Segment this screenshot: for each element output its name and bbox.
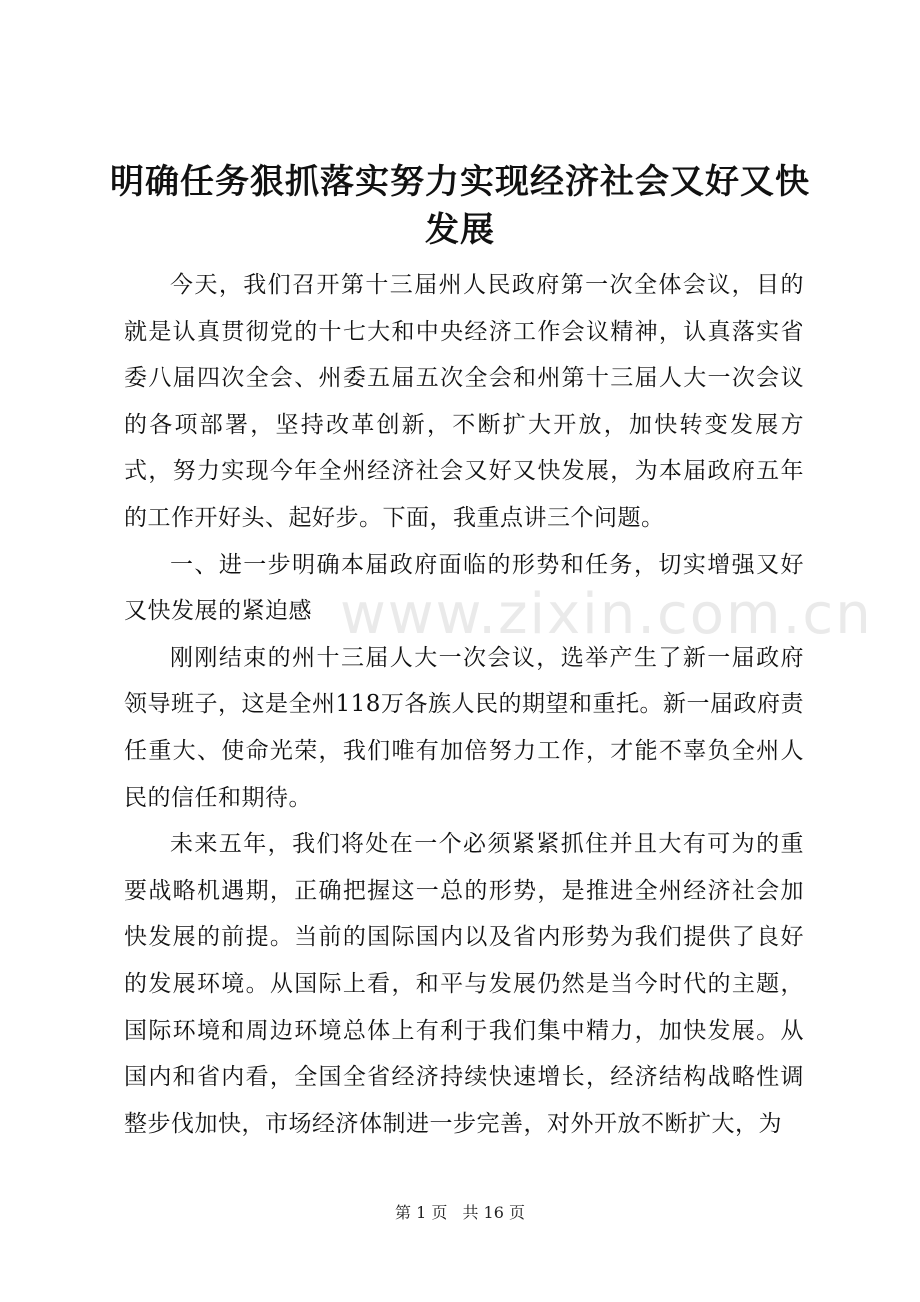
paragraph-new-government: 刚刚结束的州十三届人大一次会议，选举产生了新一届政府领导班子，这是全州118万各族人民的期望和重托。新一届政府责任重大、使命光荣，我们唯有加倍努力工作，才能不辜负全州人民的信任和期待。 bbox=[124, 644, 804, 811]
page-number: 第 1 页 bbox=[395, 1203, 448, 1222]
document-body bbox=[124, 262, 804, 1147]
paragraph-next-five-years: 未来五年，我们将处在一个必须紧紧抓住并且大有可为的重要战略机遇期，正确把握这一总的形势，是推进全州经济社会加快发展的前提。当前的国际国内以及省内形势为我们提供了良好的发展环境。从国际上看，和平与发展仍然是当今时代的主题，国际环境和周边环境总体上有利于我们集中精力，加快发展。从国内和省内看，全国全省经济持续快速增长，经济结构战略性调整步伐加快，市场经济体制进一步完善，对外开放不断扩大，为 bbox=[124, 831, 804, 1137]
section-heading-1: 一、进一步明确本届政府面临的形势和任务，切实增强又好又快发展的紧迫感 bbox=[124, 551, 804, 625]
page-total: 共 16 页 bbox=[462, 1203, 525, 1222]
page-footer bbox=[0, 1200, 920, 1223]
document-title: 明确任务狠抓落实努力实现经济社会又好又快发展 bbox=[110, 162, 810, 250]
paragraph-intro: 今天，我们召开第十三届州人民政府第一次全体会议，目的就是认真贯彻党的十七大和中央经济工作会议精神，认真落实省委八届四次全会、州委五届五次全会和州第十三届人大一次会议的各项部署，坚持改革创新，不断扩大开放，加快转变发展方式，努力实现今年全州经济社会又好又快发展，为本届政府五年的工作开好头、起好步。下面，我重点讲三个问题。 bbox=[124, 272, 804, 531]
watermark: www.zixin.com.cn bbox=[340, 582, 873, 647]
